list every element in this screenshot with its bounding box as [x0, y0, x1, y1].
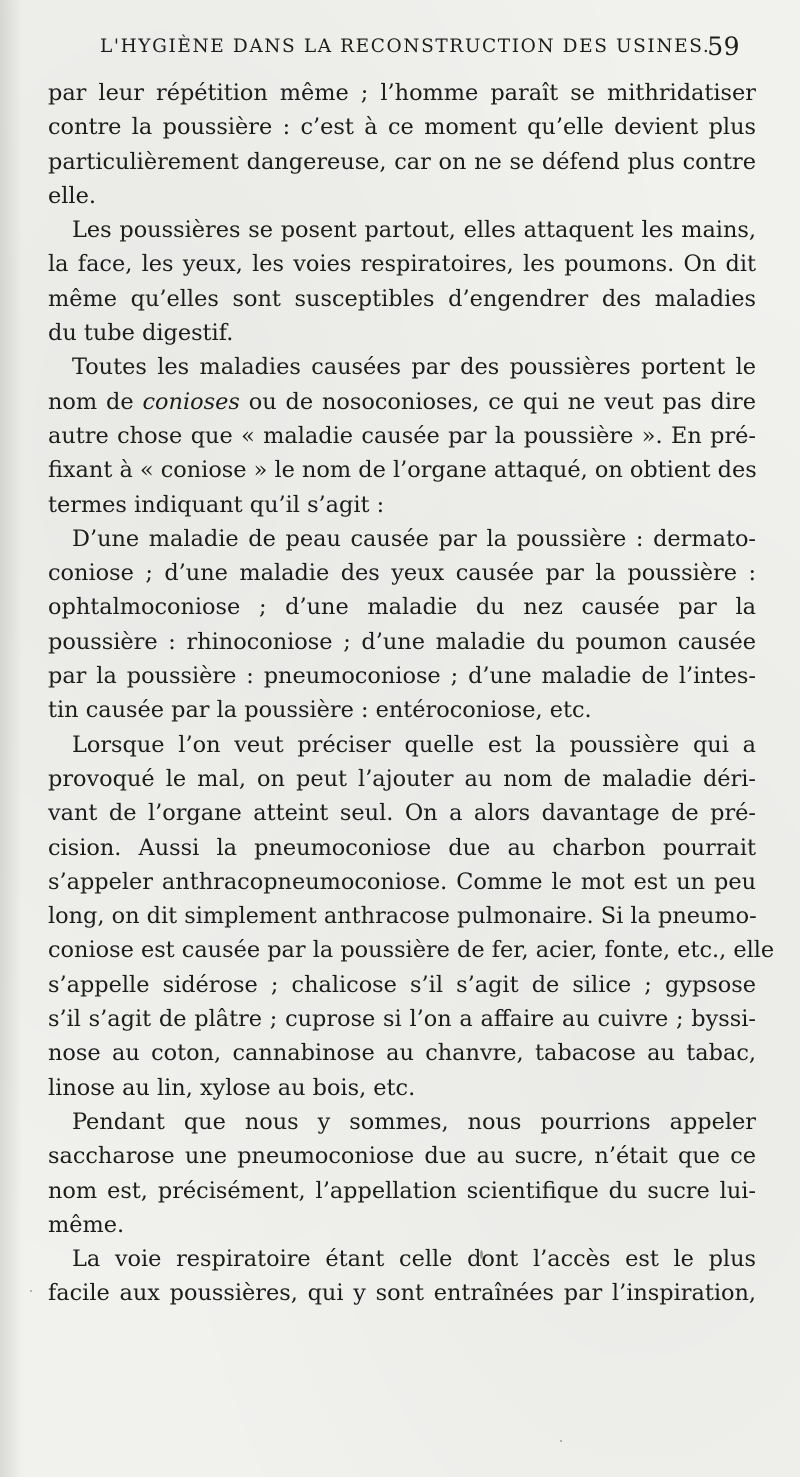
- text-line: par leur répétition même ; l’homme paraît se mithridatiser: [48, 80, 756, 106]
- text-line: contre la poussière : c’est à ce moment qu’elle devient plus: [48, 114, 756, 141]
- text-line: [48, 385, 756, 419]
- text-line: fixant à « coniose » le nom de l’organe attaqué, on obtient des: [48, 457, 757, 484]
- paragraph-continuation: [48, 76, 756, 213]
- text-line: nom est, précisément, l’appellation scientifique du sucre lui-: [48, 1177, 756, 1204]
- text-line: ophtalmoconiose ; d’une maladie du nez causée par la: [48, 594, 756, 621]
- text-line: même.: [48, 1211, 125, 1238]
- text-line: vant de l’organe atteint seul. On a alors davantage de pré-: [48, 800, 756, 827]
- text-line: long, on dit simplement anthracose pulmonaire. Si la pneumo-: [48, 903, 757, 930]
- text-line: s’appeler anthracopneumoconiose. Comme le mot est un peu: [48, 868, 756, 895]
- text-line: même qu’elles sont susceptibles d’engendrer des maladies: [48, 285, 756, 312]
- text-line: poussière : rhinoconiose ; d’une maladie du poumon causée: [48, 628, 756, 655]
- text-line: Toutes les maladies causées par des poussières portent le: [72, 354, 756, 381]
- paragraph: [48, 1242, 756, 1311]
- scan-speck: [30, 1290, 32, 1292]
- text-line: particulièrement dangereuse, car on ne se défend plus contre: [48, 148, 756, 175]
- text-line: Les poussières se posent partout, elles attaquent les mains,: [72, 217, 756, 244]
- text-line: linose au lin, xylose au bois, etc.: [48, 1074, 416, 1101]
- text-line: coniose ; d’une maladie des yeux causée par la poussière :: [48, 560, 756, 587]
- paragraph: [48, 350, 756, 521]
- running-title: L'HYGIÈNE DANS LA RECONSTRUCTION DES USINES.: [100, 36, 711, 57]
- italic-term: conioses: [142, 388, 240, 415]
- text-fragment: nom de: [48, 388, 143, 415]
- text-line: s’appelle sidérose ; chalicose s’il s’agit de silice ; gypsose: [48, 971, 756, 998]
- text-fragment: ou de nosoconioses, ce qui ne veut pas dire: [239, 388, 756, 415]
- scan-speck: [480, 1250, 483, 1259]
- body-text: [48, 76, 775, 1311]
- text-line: du tube digestif.: [48, 320, 234, 347]
- text-line: la face, les yeux, les voies respiratoires, les poumons. On dit: [48, 251, 756, 278]
- text-line: provoqué le mal, on peut l’ajouter au nom de maladie déri-: [48, 765, 756, 792]
- text-line: facile aux poussières, qui y sont entraînées par l’inspiration,: [48, 1280, 756, 1307]
- text-line: s’il s’agit de plâtre ; cuprose si l’on a affaire au cuivre ; byssi-: [48, 1006, 756, 1033]
- text-line: Pendant que nous y sommes, nous pourrions appeler: [72, 1108, 756, 1135]
- text-line: elle.: [48, 182, 96, 209]
- paragraph: [48, 522, 756, 728]
- page-number: 59: [707, 32, 740, 61]
- paragraph: [48, 1105, 756, 1242]
- text-line: La voie respiratoire étant celle dont l’accès est le plus: [72, 1246, 756, 1273]
- scan-speck: [560, 1440, 562, 1442]
- paragraph: [48, 728, 775, 1105]
- text-line: cision. Aussi la pneumoconiose due au charbon pourrait: [48, 834, 756, 861]
- scan-speck: [742, 440, 745, 443]
- binding-shadow: [0, 0, 22, 1477]
- paragraph: [48, 213, 756, 350]
- page-header: [100, 34, 740, 60]
- text-line: D’une maladie de peau causée par la poussière : dermato-: [72, 525, 756, 552]
- text-line: saccharose une pneumoconiose due au sucre, n’était que ce: [48, 1143, 756, 1170]
- text-line: autre chose que « maladie causée par la poussière ». En pré-: [48, 422, 756, 449]
- text-line: coniose est causée par la poussière de fer, acier, fonte, etc., elle: [48, 937, 775, 964]
- text-line: termes indiquant qu’il s’agit :: [48, 491, 385, 518]
- text-line: nose au coton, cannabinose au chanvre, tabacose au tabac,: [48, 1040, 756, 1067]
- text-line: par la poussière : pneumoconiose ; d’une maladie de l’intes-: [48, 663, 756, 690]
- text-line: Lorsque l’on veut préciser quelle est la poussière qui a: [72, 731, 756, 758]
- text-line: tin causée par la poussière : entéroconiose, etc.: [48, 697, 592, 724]
